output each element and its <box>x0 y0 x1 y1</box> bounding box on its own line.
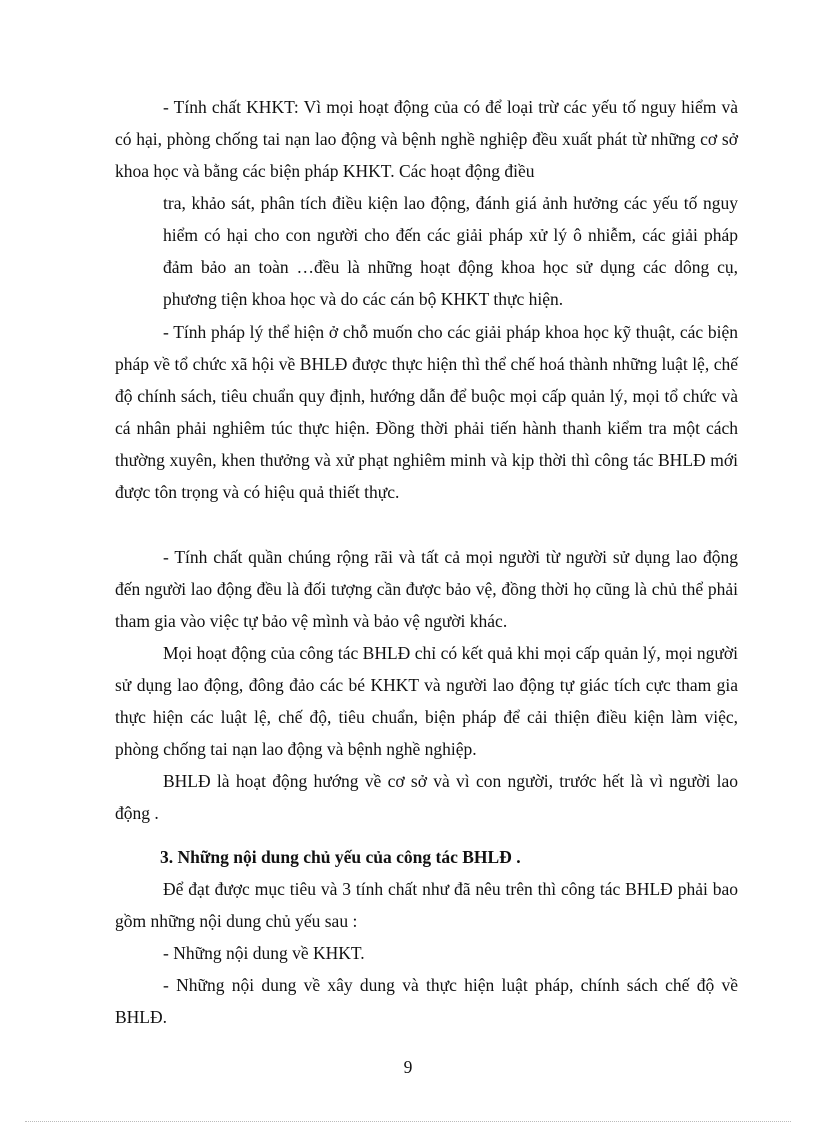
list-item-legal: - Những nội dung về xây dung và thực hiện luật pháp, chính sách chế độ về BHLĐ. <box>115 975 738 1028</box>
paragraph-all-activities: Mọi hoạt động của công tác BHLĐ chỉ có kết quả khi mọi cấp quản lý, mọi người sử dụng lao động, đông đảo các bé KHKT và người lao động tự giác tích cực tham gia thực hiện các luật lệ, chế độ, tiêu chuẩn, biện pháp để cải thiện điều kiện làm việc, phòng chống tai nạn lao động và bệnh nghề nghiệp. <box>115 643 738 760</box>
paragraph-contents-intro: Để đạt được mục tiêu và 3 tính chất như đã nêu trên thì công tác BHLĐ phải bao gồm những nội dung chủ yếu sau : <box>115 879 738 932</box>
page-bottom-divider <box>25 1121 791 1122</box>
page-number: 9 <box>403 1057 413 1077</box>
section-heading: 3. Những nội dung chủ yếu của công tác BHLĐ . <box>160 847 521 867</box>
paragraph-legal-nature: - Tính pháp lý thể hiện ở chỗ muốn cho các giải pháp khoa học kỹ thuật, các biện pháp về tổ chức xã hội về BHLĐ được thực hiện thì thể chế hoá thành những luật lệ, chế độ chính sách, tiêu chuẩn quy định, hướng dẫn để buộc mọi cấp quản lý, mọi tổ chức và cá nhân phải nghiêm túc thực hiện. Đồng thời phải tiến hành thanh kiểm tra một cách thường xuyên, khen thưởng và xử phạt nghiêm minh và kịp thời thì công tác BHLĐ mới được tôn trọng và có hiệu quả thiết thực. <box>115 322 738 503</box>
list-item-khkt: - Những nội dung về KHKT. <box>163 943 365 963</box>
paragraph-mass-nature: - Tính chất quần chúng rộng rãi và tất cả mọi người từ người sử dụng lao động đến người lao động đều là đối tượng cần được bảo vệ, đồng thời họ cũng là chủ thể phải tham gia vào việc tự bảo vệ mình và bảo vệ người khác. <box>115 547 738 632</box>
paragraph-khkt-activities: tra, khảo sát, phân tích điều kiện lao động, đánh giá ảnh hưởng các yếu tố nguy hiểm có hại cho con người cho đến các giải pháp xử lý ô nhiễm, các giải pháp đảm bảo an toàn …đều là những hoạt động khoa học sử dụng các dông cụ, phương tiện khoa học và do các cán bộ KHKT thực hiện. <box>163 193 738 310</box>
paragraph-khkt-nature: - Tính chất KHKT: Vì mọi hoạt động của có để loại trừ các yếu tố nguy hiểm và có hại, phòng chống tai nạn lao động và bệnh nghề nghiệp đều xuất phát từ những cơ sở khoa học và bằng các biện pháp KHKT. Các hoạt động điều <box>115 97 738 182</box>
paragraph-bhld-oriented: BHLĐ là hoạt động hướng về cơ sở và vì con người, trước hết là vì người lao động . <box>115 771 738 824</box>
